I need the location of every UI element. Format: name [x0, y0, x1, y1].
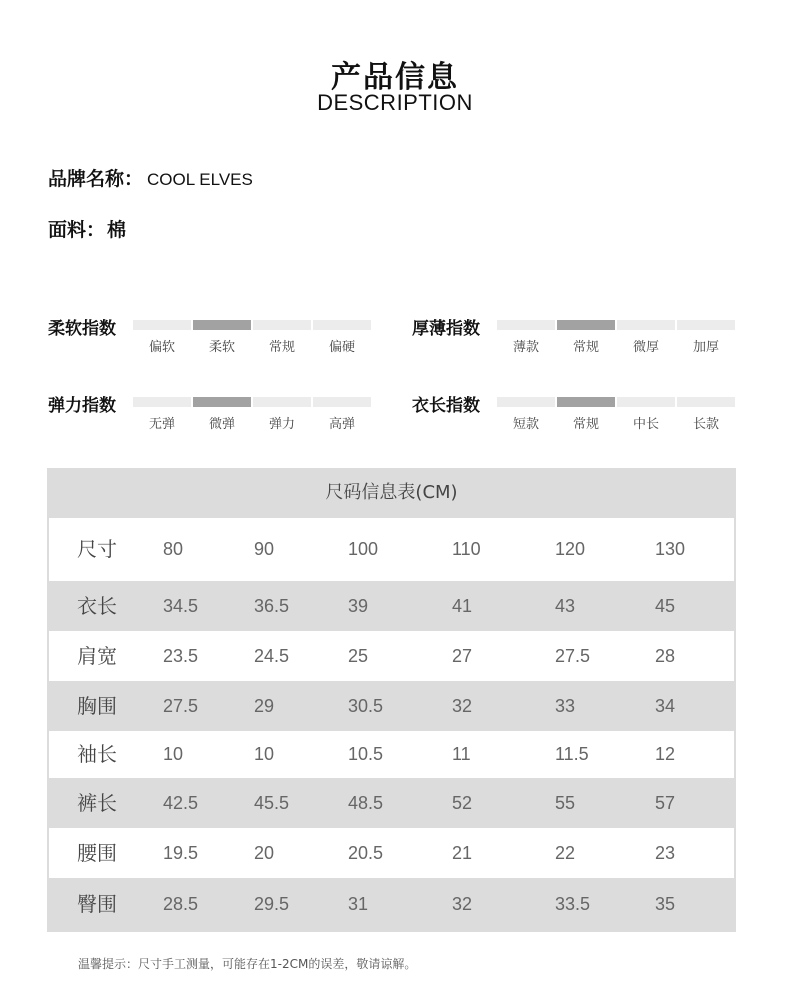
scale-option-label: 高弹 [328, 417, 355, 432]
scale-option-label: 弹力 [268, 417, 295, 432]
scale-option-label: 常规 [572, 340, 599, 355]
size-table-title: 尺码信息表(CM) [325, 482, 458, 503]
scale-option-label: 偏软 [148, 340, 175, 355]
table-cell: 20.5 [348, 843, 384, 863]
table-row [49, 631, 734, 681]
table-cell: 32 [452, 894, 473, 914]
table-cell: 23.5 [163, 646, 199, 666]
table-cell: 28 [655, 646, 676, 666]
table-cell: 110 [452, 539, 481, 559]
scale-option-label: 常规 [268, 340, 295, 355]
table-cell: 43 [555, 596, 576, 616]
table-cell: 45 [655, 596, 676, 616]
row-label: 衣长 [77, 594, 117, 618]
table-cell: 29 [254, 696, 275, 716]
scale-segment [133, 320, 191, 330]
table-cell: 45.5 [254, 793, 290, 813]
table-cell: 52 [452, 793, 473, 813]
material-info [48, 215, 126, 242]
table-row [49, 828, 734, 878]
brand-value: COOL ELVES [147, 170, 253, 189]
scale-label: 柔软指数 [48, 319, 116, 339]
scale-segment [253, 320, 311, 330]
scale-label: 弹力指数 [48, 396, 116, 416]
table-cell: 27 [452, 646, 473, 666]
table-cell: 80 [163, 539, 184, 559]
table-cell: 20 [254, 843, 275, 863]
scale-segment [617, 397, 675, 407]
footer-note: 温馨提示：尺寸手工测量，可能存在1-2CM的误差，敬请谅解。 [78, 957, 417, 971]
table-cell: 34 [655, 696, 676, 716]
table-row [49, 731, 734, 778]
page-title-en: DESCRIPTION [317, 90, 473, 115]
material-label: 面料： [48, 219, 106, 241]
row-label: 袖长 [77, 742, 117, 766]
table-cell: 30.5 [348, 696, 384, 716]
scale-segment [497, 320, 555, 330]
row-label: 腰围 [77, 841, 117, 865]
scale-segment-selected [557, 320, 615, 330]
row-label: 胸围 [77, 694, 117, 718]
table-cell: 31 [348, 894, 369, 914]
scale-option-label: 偏硬 [328, 340, 355, 355]
scale-block [48, 391, 378, 441]
row-label: 裤长 [77, 791, 117, 815]
page-title-zh: 产品信息 [331, 60, 459, 95]
table-cell: 36.5 [254, 596, 290, 616]
scale-label: 厚薄指数 [412, 319, 480, 339]
table-cell: 24.5 [254, 646, 290, 666]
table-cell: 21 [452, 843, 473, 863]
table-cell: 19.5 [163, 843, 199, 863]
scale-segment-selected [193, 397, 251, 407]
table-cell: 33.5 [555, 894, 591, 914]
table-cell: 120 [555, 539, 586, 559]
scale-segment [677, 397, 735, 407]
scale-option-label: 柔软 [208, 340, 235, 355]
table-cell: 32 [452, 696, 473, 716]
scale-option-label: 加厚 [692, 340, 719, 355]
table-cell: 33 [555, 696, 576, 716]
table-cell: 10 [254, 744, 275, 764]
scale-block [412, 314, 742, 364]
table-cell: 12 [655, 744, 676, 764]
scale-segment [133, 397, 191, 407]
scale-block [48, 314, 378, 364]
scale-label: 衣长指数 [412, 396, 480, 416]
table-cell: 55 [555, 793, 576, 813]
table-cell: 27.5 [555, 646, 591, 666]
table-cell: 100 [348, 539, 379, 559]
brand-info [48, 164, 253, 191]
table-cell: 25 [348, 646, 369, 666]
table-cell: 90 [254, 539, 275, 559]
table-cell: 130 [655, 539, 686, 559]
table-row [49, 878, 734, 930]
table-cell: 22 [555, 843, 576, 863]
scale-option-label: 中长 [632, 417, 659, 432]
scale-option-label: 微厚 [632, 340, 659, 355]
scale-option-label: 长款 [692, 417, 719, 432]
table-cell: 23 [655, 843, 676, 863]
table-row [49, 581, 734, 631]
row-label: 肩宽 [77, 644, 117, 668]
table-cell: 29.5 [254, 894, 290, 914]
scale-segment [617, 320, 675, 330]
table-cell: 57 [655, 793, 676, 813]
scale-segment [253, 397, 311, 407]
table-row [49, 681, 734, 731]
scale-option-label: 常规 [572, 417, 599, 432]
scale-segment [497, 397, 555, 407]
scale-segment-selected [193, 320, 251, 330]
size-table [47, 468, 736, 932]
row-label: 臀围 [77, 892, 117, 916]
scale-segment-selected [557, 397, 615, 407]
table-cell: 42.5 [163, 793, 199, 813]
brand-label: 品牌名称： [48, 168, 144, 190]
table-cell: 41 [452, 596, 473, 616]
table-cell: 48.5 [348, 793, 384, 813]
scale-option-label: 薄款 [512, 340, 539, 355]
row-label: 尺寸 [77, 537, 117, 561]
material-value: 棉 [107, 219, 127, 241]
scale-segment [313, 320, 371, 330]
scale-segment [313, 397, 371, 407]
scale-block [412, 391, 742, 441]
table-row [49, 518, 734, 581]
table-cell: 10.5 [348, 744, 384, 764]
table-row [49, 778, 734, 828]
scale-option-label: 无弹 [148, 417, 175, 432]
scale-segment [677, 320, 735, 330]
table-cell: 27.5 [163, 696, 199, 716]
table-cell: 39 [348, 596, 369, 616]
table-cell: 35 [655, 894, 676, 914]
table-cell: 28.5 [163, 894, 199, 914]
scale-option-label: 短款 [512, 417, 539, 432]
scale-option-label: 微弹 [208, 417, 235, 432]
table-cell: 11.5 [555, 744, 589, 764]
table-cell: 11 [452, 744, 471, 764]
table-cell: 34.5 [163, 596, 199, 616]
table-cell: 10 [163, 744, 184, 764]
